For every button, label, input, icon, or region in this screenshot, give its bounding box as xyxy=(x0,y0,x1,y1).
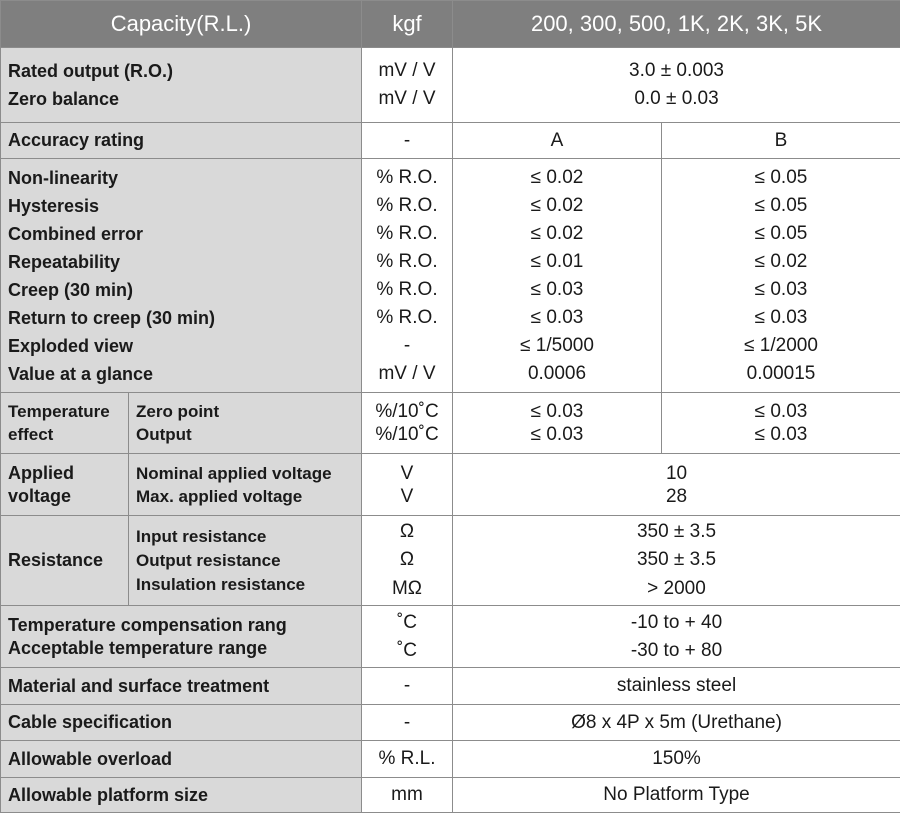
non-linearity-value-b: ≤ 0.05 xyxy=(754,166,808,188)
material-unit: - xyxy=(362,668,453,705)
material-value: stainless steel xyxy=(453,668,900,705)
max-voltage-value: 28 xyxy=(665,485,688,507)
resistance-sublabels xyxy=(129,516,362,606)
applied-voltage-units xyxy=(362,454,453,516)
platform-label: Allowable platform size xyxy=(1,778,362,813)
combined-error-label: Combined error xyxy=(8,223,144,244)
creep-unit: % R.O. xyxy=(376,278,438,300)
output-value-b: ≤ 0.03 xyxy=(754,424,808,445)
temperature-effect-values-a xyxy=(453,393,662,454)
unit-header: kgf xyxy=(362,1,453,48)
performance-units xyxy=(362,159,453,393)
return-to-creep-value-a: ≤ 0.03 xyxy=(530,306,584,328)
value-at-glance-label: Value at a glance xyxy=(8,363,154,384)
platform-row xyxy=(1,778,900,813)
value-at-glance-unit: mV / V xyxy=(378,362,436,384)
platform-unit: mm xyxy=(362,778,453,813)
creep-label: Creep (30 min) xyxy=(8,279,134,300)
cable-row xyxy=(1,705,900,741)
insulation-resistance-unit: MΩ xyxy=(391,577,423,599)
accuracy-class-a: A xyxy=(453,123,662,159)
zero-balance-label: Zero balance xyxy=(8,89,120,109)
nominal-voltage-label: Nominal applied voltage xyxy=(136,463,332,483)
resistance-row xyxy=(1,516,900,606)
non-linearity-label: Non-linearity xyxy=(8,167,119,188)
input-resistance-value: 350 ± 3.5 xyxy=(636,520,717,542)
temperature-effect-units xyxy=(362,393,453,454)
input-resistance-unit: Ω xyxy=(399,520,415,542)
accuracy-label: Accuracy rating xyxy=(1,123,362,159)
zero-balance-value: 0.0 ± 0.03 xyxy=(634,88,719,109)
temperature-effect-label-line2: effect xyxy=(8,425,54,444)
hysteresis-unit: % R.O. xyxy=(376,194,438,216)
input-resistance-label: Input resistance xyxy=(136,526,267,546)
exploded-view-value-a: ≤ 1/5000 xyxy=(520,334,594,356)
exploded-view-unit: - xyxy=(403,334,411,356)
rated-output-row xyxy=(1,48,900,123)
hysteresis-value-a: ≤ 0.02 xyxy=(530,194,584,216)
output-resistance-label: Output resistance xyxy=(136,550,281,570)
applied-voltage-label-line1: Applied xyxy=(8,462,74,483)
applied-voltage-label xyxy=(1,454,129,516)
exploded-view-value-b: ≤ 1/2000 xyxy=(744,334,818,356)
overload-unit: % R.L. xyxy=(362,741,453,778)
header-row xyxy=(1,1,900,48)
temperature-range-values xyxy=(453,606,900,668)
creep-value-a: ≤ 0.03 xyxy=(530,278,584,300)
performance-values-b xyxy=(662,159,900,393)
zero-point-label: Zero point xyxy=(136,402,220,421)
temperature-effect-row xyxy=(1,393,900,454)
temperature-effect-values-b xyxy=(662,393,900,454)
overload-label: Allowable overload xyxy=(1,741,362,778)
zero-balance-unit: mV / V xyxy=(378,88,436,109)
repeatability-unit: % R.O. xyxy=(376,250,438,272)
temperature-range-labels xyxy=(1,606,362,668)
acceptable-range-value: -30 to + 80 xyxy=(630,639,723,661)
accuracy-row xyxy=(1,123,900,159)
max-voltage-label: Max. applied voltage xyxy=(136,486,303,506)
temperature-range-units xyxy=(362,606,453,668)
repeatability-value-b: ≤ 0.02 xyxy=(754,250,808,272)
compensation-range-value: -10 to + 40 xyxy=(630,611,723,633)
combined-error-unit: % R.O. xyxy=(376,222,438,244)
output-value-a: ≤ 0.03 xyxy=(530,424,584,445)
non-linearity-value-a: ≤ 0.02 xyxy=(530,166,584,188)
hysteresis-label: Hysteresis xyxy=(8,195,100,216)
applied-voltage-label-line2: voltage xyxy=(8,485,72,506)
repeatability-value-a: ≤ 0.01 xyxy=(530,250,584,272)
temperature-effect-sublabels xyxy=(129,393,362,454)
material-label: Material and surface treatment xyxy=(1,668,362,705)
rated-output-label: Rated output (R.O.) xyxy=(8,61,173,81)
creep-value-b: ≤ 0.03 xyxy=(754,278,808,300)
resistance-values xyxy=(453,516,900,606)
return-to-creep-value-b: ≤ 0.03 xyxy=(754,306,808,328)
output-label: Output xyxy=(136,425,192,444)
non-linearity-unit: % R.O. xyxy=(376,166,438,188)
platform-value: No Platform Type xyxy=(453,778,900,813)
cable-value: Ø8 x 4P x 5m (Urethane) xyxy=(453,705,900,741)
rated-output-values xyxy=(453,48,900,123)
nominal-voltage-value: 10 xyxy=(665,462,688,484)
output-resistance-value: 350 ± 3.5 xyxy=(636,549,717,571)
output-resistance-unit: Ω xyxy=(399,549,415,571)
repeatability-label: Repeatability xyxy=(8,251,121,272)
accuracy-class-b: B xyxy=(662,123,900,159)
applied-voltage-row xyxy=(1,454,900,516)
acceptable-range-label: Acceptable temperature range xyxy=(8,637,268,658)
combined-error-value-b: ≤ 0.05 xyxy=(754,222,808,244)
insulation-resistance-value: > 2000 xyxy=(647,577,706,599)
rated-output-value: 3.0 ± 0.003 xyxy=(629,60,724,81)
performance-labels xyxy=(1,159,362,393)
temperature-effect-label-line1: Temperature xyxy=(8,402,110,421)
capacities-header: 200, 300, 500, 1K, 2K, 3K, 5K xyxy=(453,1,900,48)
temperature-effect-label xyxy=(1,393,129,454)
rated-output-units xyxy=(362,48,453,123)
nominal-voltage-unit: V xyxy=(400,462,414,484)
zero-point-unit: %/10˚C xyxy=(375,401,439,422)
max-voltage-unit: V xyxy=(400,485,414,507)
compensation-range-unit: ˚C xyxy=(396,611,418,633)
exploded-view-label: Exploded view xyxy=(8,335,134,356)
applied-voltage-sublabels xyxy=(129,454,362,516)
overload-row xyxy=(1,741,900,778)
return-to-creep-label: Return to creep (30 min) xyxy=(8,307,216,328)
acceptable-range-unit: ˚C xyxy=(396,639,418,661)
overload-value: 150% xyxy=(453,741,900,778)
accuracy-unit: - xyxy=(362,123,453,159)
cable-label: Cable specification xyxy=(1,705,362,741)
output-unit: %/10˚C xyxy=(375,424,439,445)
hysteresis-value-b: ≤ 0.05 xyxy=(754,194,808,216)
resistance-label: Resistance xyxy=(1,516,129,606)
zero-point-value-b: ≤ 0.03 xyxy=(754,401,808,422)
capacity-header: Capacity(R.L.) xyxy=(1,1,362,48)
resistance-units xyxy=(362,516,453,606)
return-to-creep-unit: % R.O. xyxy=(376,306,438,328)
value-at-glance-value-b: 0.00015 xyxy=(746,362,816,384)
performance-row xyxy=(1,159,900,393)
rated-output-unit: mV / V xyxy=(378,60,436,81)
zero-point-value-a: ≤ 0.03 xyxy=(530,401,584,422)
temperature-range-row xyxy=(1,606,900,668)
rated-output-labels xyxy=(1,48,362,123)
compensation-range-label: Temperature compensation rang xyxy=(8,614,287,635)
performance-values-a xyxy=(453,159,662,393)
insulation-resistance-label: Insulation resistance xyxy=(136,574,306,594)
cable-unit: - xyxy=(362,705,453,741)
value-at-glance-value-a: 0.0006 xyxy=(527,362,587,384)
applied-voltage-values xyxy=(453,454,900,516)
material-row xyxy=(1,668,900,705)
combined-error-value-a: ≤ 0.02 xyxy=(530,222,584,244)
